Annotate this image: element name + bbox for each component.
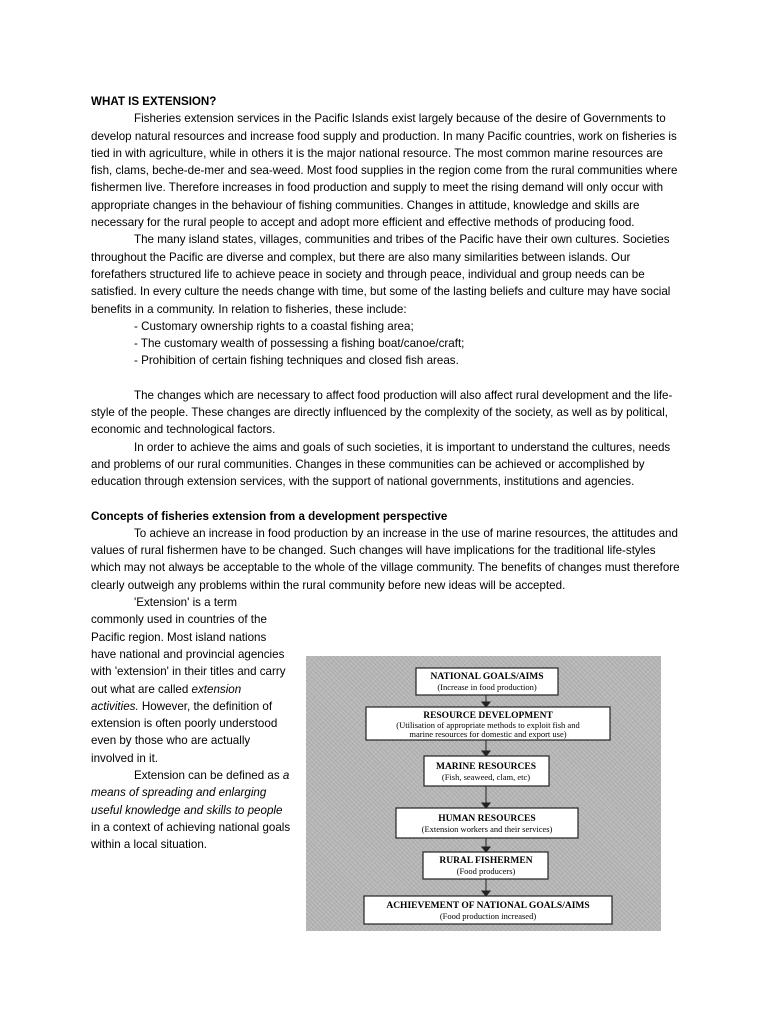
flow-box-national-goals [416,668,558,695]
flow-diagram-figure [306,656,661,931]
flow-box-marine-resources [424,756,549,786]
box-subtitle: (Food production increased) [439,911,537,921]
paragraph-7: Extension can be defined as a means of spreading and enlarging useful knowledge and skills to people in a context of achieving national goals within a local situation. [91,768,291,852]
paragraph-1: Fisheries extension services in the Pacific Islands exist largely because of the desire of Governments to develop natural resources and increase food supply and production. In many Pacific countries, work on fisheries is tied in with agriculture, while in others it is the major national resource. The most common marine resources are fish, clams, beche-de-mer and sea-weed. Most food supplies in the region come from the rural communities where fishermen live. Therefore increases in food production and supply to meet the rising demand will only occur with appropriate changes in the behaviour of fishing communities. Changes in attitude, knowledge and skills are necessary for the rural people to accept and adopt more efficient and effective methods of producing food. [91,112,678,230]
paragraph-3: The changes which are necessary to affect food production will also affect rural development and the life-style of the people. These changes are directly influenced by the complexity of the society, as well as by political, economic and technological factors. [91,388,673,437]
italic-definition: a means of spreading and enlarging useful knowledge and skills to people [91,768,290,817]
spacer [91,370,683,387]
paragraph-2: The many island states, villages, communities and tribes of the Pacific have their own cultures. Societies throughout the Pacific are diverse and complex, but there are also many similarities between islands. Our forefathers structured life to achieve peace in society and through peace, individual and group needs can be satisfied. In every culture the needs change with time, but some of the lasting beliefs and culture may have social benefits in a community. In relation to fisheries, these include: [91,233,671,316]
flow-box-rural-fishermen [423,852,548,879]
flow-box-resource-development [366,707,610,740]
section-heading: WHAT IS EXTENSION? [91,95,217,108]
flow-diagram [306,656,661,931]
paragraph-6: 'Extension' is a term commonly used in countries of the Pacific region. Most island nations have national and provincial agencies with 'extension' in their titles and carry out what are called extension activities. However, the definition of extension is often poorly understood even by those who are actually involved in it. [91,596,286,765]
box-title: RURAL FISHERMEN [439,856,533,866]
flow-box-achievement [364,896,612,924]
box-subtitle: (Extension workers and their services) [421,824,553,834]
box-subtitle-line-2: marine resources for domestic and export use) [409,729,567,739]
box-subtitle: (Increase in food production) [437,682,537,692]
paragraph-4: In order to achieve the aims and goals of such societies, it is important to understand the cultures, needs and problems of our rural communities. Changes in these communities can be achieved or accomplished by education through extension services, with the support of national governments, institutions and agencies. [91,440,671,489]
box-title: RESOURCE DEVELOPMENT [423,711,553,721]
box-title: HUMAN RESOURCES [438,814,536,824]
bullet-item: - Customary ownership rights to a coastal fishing area; [134,319,414,333]
box-title: ACHIEVEMENT OF NATIONAL GOALS/AIMS [386,901,590,911]
box-title: NATIONAL GOALS/AIMS [430,672,544,682]
bullet-item: - Prohibition of certain fishing techniques and closed fish areas. [134,354,459,368]
box-subtitle: (Food producers) [456,866,516,876]
bullet-item: - The customary wealth of possessing a fishing boat/canoe/craft; [134,337,465,351]
box-title: MARINE RESOURCES [435,762,537,772]
spacer [91,491,683,508]
paragraph-5: To achieve an increase in food production by an increase in the use of marine resources, the attitudes and values of rural fishermen have to be changed. Such changes will have implications for the traditional life-styles which may not always be acceptable to the whole of the village community. The benefits of changes must therefore clearly outweigh any problems within the rural community before new ideas will be accepted. [91,526,680,592]
flow-box-human-resources [396,808,578,838]
box-subtitle: (Fish, seaweed, clam, etc) [441,772,531,782]
italic-term: extension activities. [91,682,242,713]
box-subtitle: (Utilisation of appropriate methods to exploit fish and [396,720,580,730]
subsection-heading: Concepts of fisheries extension from a development perspective [91,509,448,523]
